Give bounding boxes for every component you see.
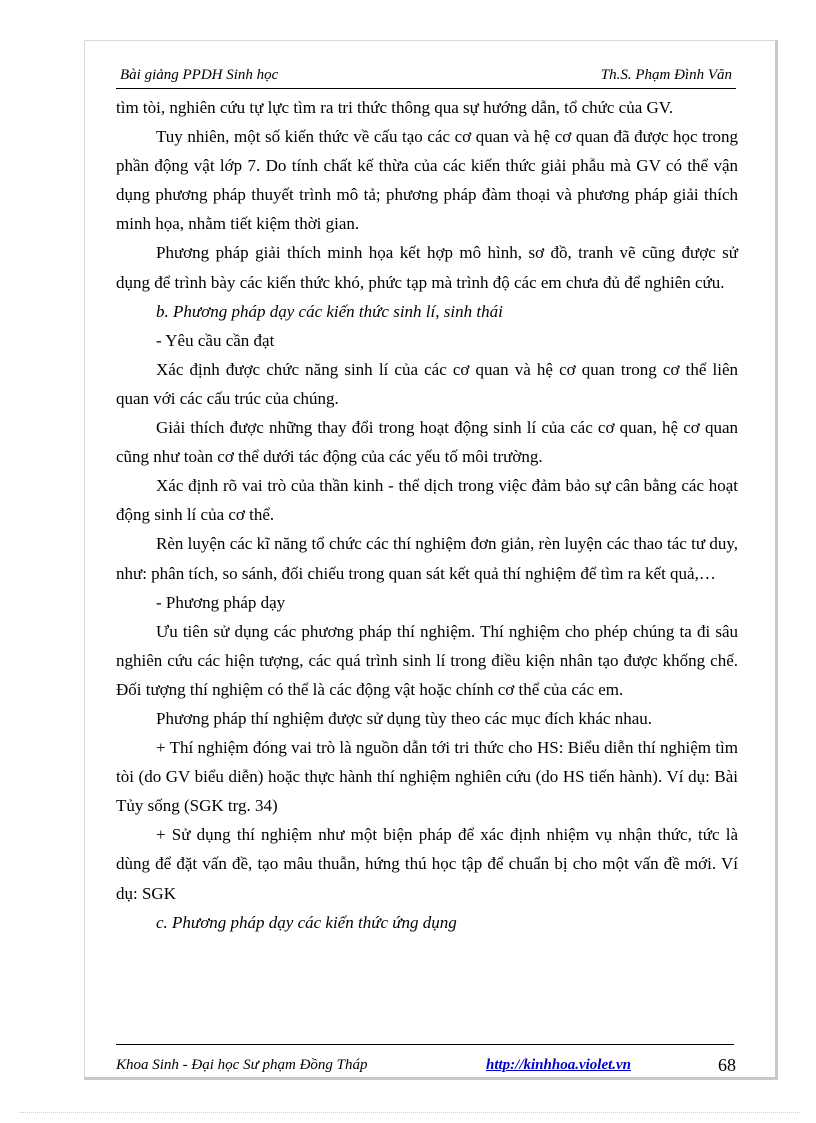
paragraph: Xác định rõ vai trò của thần kinh - thể dịch trong việc đảm bảo sự cân bằng các hoạt động sinh lí của cơ thể. xyxy=(116,476,738,525)
paragraph: Rèn luyện các kĩ năng tổ chức các thí nghiệm đơn giản, rèn luyện các thao tác tư duy, như: phân tích, so sánh, đối chiếu trong quan sát kết quả thí nghiệm để tìm ra kết quả,… xyxy=(116,534,738,583)
section-heading-c: c. Phương pháp dạy các kiến thức ứng dụng xyxy=(156,912,457,932)
paragraph: Phương pháp giải thích minh họa kết hợp mô hình, sơ đồ, tranh vẽ cũng được sử dụng để trình bày các kiến thức khó, phức tạp mà trình độ các em chưa đủ để nghiên cứu. xyxy=(116,243,738,292)
header-author: Th.S. Phạm Đình Văn xyxy=(600,67,732,83)
page-number: 68 xyxy=(718,1055,736,1075)
paragraph: Giải thích được những thay đổi trong hoạt động sinh lí của các cơ quan, hệ cơ quan cũng như toàn cơ thể dưới tác động của các yếu tố môi trường. xyxy=(116,418,738,467)
page-footer xyxy=(116,1055,738,1079)
paragraph: + Sử dụng thí nghiệm như một biện pháp để xác định nhiệm vụ nhận thức, tức là dùng để đặt vấn đề, tạo mâu thuẫn, hứng thú học tập để chuẩn bị cho một vấn đề mới. Ví dụ: SGK xyxy=(116,825,738,903)
page-header xyxy=(116,64,736,89)
page-bottom-guide xyxy=(20,1112,800,1113)
footer-rule xyxy=(116,1044,734,1045)
header-course-title: Bài giảng PPDH Sinh học xyxy=(120,67,279,83)
paragraph: Ưu tiên sử dụng các phương pháp thí nghiệm. Thí nghiệm cho phép chúng ta đi sâu nghiên cứu các hiện tượng, các quá trình sinh lí trong điều kiện nhân tạo được khống chế. Đối tượng thí nghiệm có thể là các động vật hoặc chính cơ thể của các em. xyxy=(116,621,738,699)
document-body xyxy=(116,93,738,937)
subheading-requirements: - Yêu cầu cần đạt xyxy=(156,330,275,350)
subheading-teaching-method: - Phương pháp dạy xyxy=(156,592,286,612)
section-heading-b: b. Phương pháp dạy các kiến thức sinh lí, sinh thái xyxy=(156,301,503,321)
paragraph: Xác định được chức năng sinh lí của các cơ quan và hệ cơ quan trong cơ thể liên quan với các cấu trúc của chúng. xyxy=(116,359,738,408)
footer-website-link[interactable]: http://kinhhoa.violet.vn xyxy=(486,1057,632,1073)
paragraph: + Thí nghiệm đóng vai trò là nguồn dẫn tới tri thức cho HS: Biểu diễn thí nghiệm tìm tòi (do GV biểu diễn) hoặc thực hành thí nghiệm nghiên cứu (do HS tiến hành). Ví dụ: Bài Tủy sống (SGK trg. 34) xyxy=(116,738,738,816)
paragraph: Tuy nhiên, một số kiến thức về cấu tạo các cơ quan và hệ cơ quan đã được học trong phần động vật lớp 7. Do tính chất kế thừa của các kiến thức giải phẫu mà GV có thể vận dụng phương pháp thuyết trình mô tả; phương pháp đàm thoại và phương pháp giải thích minh họa, nhằm tiết kiệm thời gian. xyxy=(116,127,738,234)
footer-institution: Khoa Sinh - Đại học Sư phạm Đồng Tháp xyxy=(116,1057,368,1073)
paragraph: Phương pháp thí nghiệm được sử dụng tùy theo các mục đích khác nhau. xyxy=(156,708,653,728)
paragraph: tìm tòi, nghiên cứu tự lực tìm ra tri thức thông qua sự hướng dẫn, tổ chức của GV. xyxy=(116,98,674,117)
